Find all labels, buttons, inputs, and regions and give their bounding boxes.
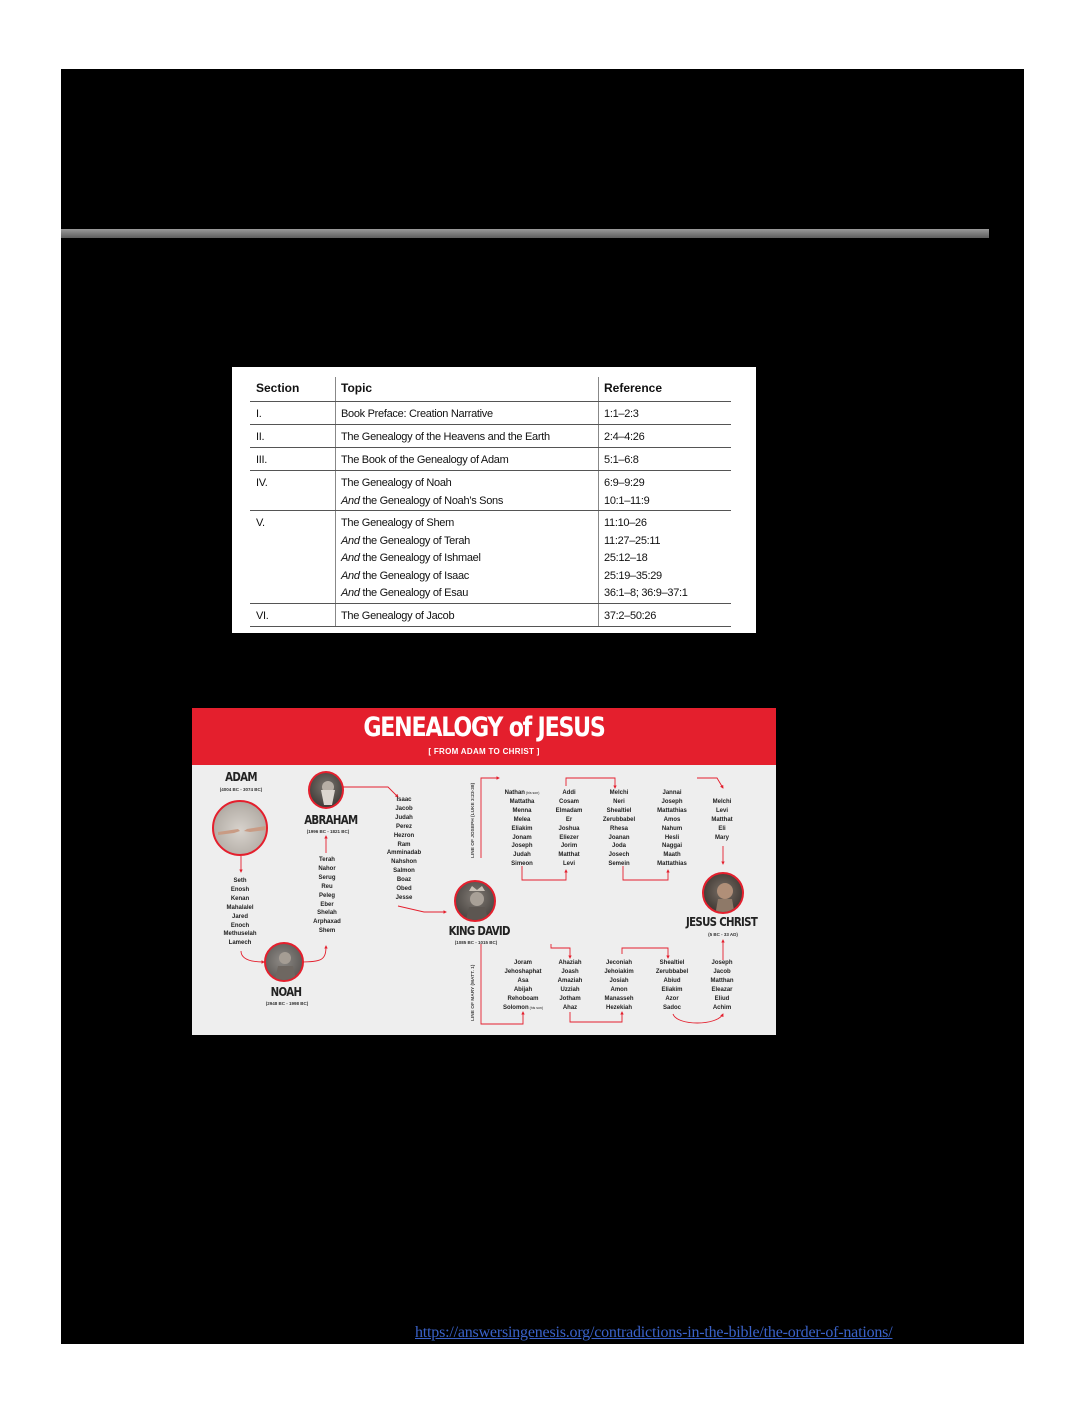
chart-subtitle: [ FROM ADAM TO CHRIST ] (428, 747, 540, 756)
ancestor-name: Josech (608, 852, 630, 859)
col-mary-4 (647, 959, 697, 1012)
ancestor-name: Seth (233, 878, 247, 884)
cell-topic (341, 475, 503, 510)
cell-section: I. (256, 408, 262, 420)
ancestor-name: Nahshon (391, 859, 417, 866)
ancestor-name: Eliud (714, 995, 730, 1002)
ancestor-name: Joseph (711, 960, 733, 966)
ancestor-name: Ahaziah (558, 960, 582, 966)
column-divider (335, 425, 336, 447)
arrow-to-noah (241, 951, 264, 962)
ancestor-name: Jehoshaphat (504, 968, 542, 975)
ancestor-name: Boaz (396, 877, 412, 884)
ancestor-name: Amon (610, 986, 628, 993)
ancestor-name: Joanan (608, 834, 630, 841)
topic-line: The Genealogy of Noah (341, 477, 452, 489)
ancestor-name: Addi (562, 790, 576, 796)
reference-line: 6:9–9:29 (604, 477, 645, 489)
node-noah-name: NOAH (270, 985, 302, 999)
ancestor-name: Reu (321, 883, 333, 890)
noah-portrait (264, 942, 304, 982)
ancestor-name: Joseph (511, 843, 533, 850)
ancestor-name: Nahor (318, 865, 336, 872)
col-mary-3 (596, 959, 642, 1012)
ancestor-name: Lamech (228, 940, 252, 947)
ancestor-name: Perez (395, 823, 412, 830)
column-divider (335, 604, 336, 626)
column-divider (598, 604, 599, 626)
node-abraham-name: ABRAHAM (304, 813, 358, 827)
column-divider (335, 511, 336, 603)
ancestor-name: Asa (517, 977, 529, 984)
cell-reference (604, 515, 688, 603)
abraham-portrait (308, 771, 344, 809)
cell-reference (604, 608, 656, 626)
ancestor-name: Uzziah (560, 986, 580, 993)
column-divider (335, 471, 336, 510)
ancestor-name: Mary (714, 834, 729, 841)
topic-line: And the Genealogy of Noah’s Sons (341, 494, 504, 507)
reference-line: 36:1–8; 36:9–37:1 (604, 587, 688, 599)
genesis-sections-table (232, 367, 756, 633)
cell-topic (341, 429, 550, 447)
ancestor-name: Melchi (609, 790, 629, 796)
col-mary-1 (497, 959, 549, 1012)
his-son-note: (his son) (528, 1005, 544, 1010)
topic-line: And the Genealogy of Esau (341, 587, 469, 599)
ancestor-name: Mattatha (509, 798, 535, 805)
node-king-david-dates: (1085 BC - 1015 BC) (454, 940, 498, 945)
reference-line: 11:10–26 (604, 517, 647, 529)
topic-line: The Genealogy of Jacob (341, 610, 455, 622)
ancestor-name: Josiah (609, 977, 629, 984)
column-divider (598, 402, 599, 424)
reference-line: 2:4–4:26 (604, 431, 645, 443)
ancestor-name: Elmadam (555, 807, 583, 814)
node-adam-name: ADAM (225, 770, 257, 784)
arrow-to-david (398, 906, 446, 912)
ancestor-name: Judah (395, 814, 413, 821)
ancestor-name: Abiud (663, 977, 681, 984)
col-mary-2 (549, 959, 591, 1012)
reference-line: 10:1–11:9 (604, 494, 650, 507)
arrow-mary-3 (570, 1012, 622, 1022)
arrow-joseph-3 (566, 778, 615, 788)
ancestor-name: Rhesa (609, 825, 628, 832)
ancestor-name: Cosam (558, 798, 579, 805)
column-divider (335, 402, 336, 424)
ancestor-name: Shealtiel (659, 960, 685, 966)
ancestor-name: Shem (318, 928, 336, 935)
ancestor-name: Jonam (512, 834, 532, 841)
ancestor-name: Melchi (712, 799, 732, 805)
ancestor-name: Amos (663, 816, 681, 823)
ancestor-name: Jotham (559, 995, 581, 1002)
arrow-mary-4 (622, 948, 668, 958)
table-row (250, 471, 731, 511)
topic-line: The Genealogy of the Heavens and the Earth (341, 431, 550, 443)
table-row (250, 604, 731, 627)
line-of-mary-label: LINE OF MARY (MATT. 1) (471, 964, 476, 1021)
gray-divider-rule (61, 229, 989, 238)
ancestor-name: Hezron (393, 832, 415, 839)
ancestor-name: Zerubbabel (602, 816, 636, 823)
table-row (250, 511, 731, 604)
cell-section: IV. (256, 477, 268, 489)
ancestor-name: Jesse (395, 894, 413, 901)
ancestor-name: Shelah (317, 910, 337, 917)
ancestor-name: Ram (397, 841, 411, 848)
line-of-joseph-label: LINE OF JOSEPH (LUKE 3:23-38) (471, 782, 476, 858)
ancestor-name: Ahaz (562, 1004, 578, 1011)
cell-reference (604, 452, 639, 470)
black-page-background (61, 69, 1024, 1344)
ancestor-name: Sadoc (662, 1004, 681, 1011)
node-jesus-christ-name: JESUS CHRIST (686, 915, 758, 929)
ancestor-name: Shealtiel (606, 807, 632, 814)
ancestor-name: Matthan (710, 977, 734, 984)
ancestor-name: Mattathias (657, 861, 687, 868)
ancestor-name: Enoch (230, 922, 250, 929)
ancestor-name: Nathan (his son) (504, 790, 540, 796)
ancestor-name: Jannai (662, 790, 682, 796)
cell-topic (341, 608, 454, 626)
ancestor-name: Levi (715, 807, 728, 814)
topic-line: The Genealogy of Shem (341, 517, 454, 529)
ancestor-name: Eliakim (511, 825, 533, 832)
ancestor-name: Joseph (661, 798, 683, 805)
ancestor-name: Naggai (661, 843, 682, 850)
ancestor-name: Amaziah (557, 977, 583, 984)
ancestor-name: Judah (513, 852, 531, 859)
table-header-row (250, 379, 731, 402)
ancestor-name: Kenan (230, 895, 250, 902)
ancestor-name: Abijah (513, 986, 533, 993)
ancestor-name: Enosh (230, 886, 250, 893)
table-row (250, 448, 731, 471)
ancestor-name: Jacob (713, 968, 731, 975)
ancestor-name: Terah (319, 857, 335, 863)
cell-topic (341, 452, 508, 470)
cell-topic (341, 515, 481, 603)
column-divider (598, 511, 599, 603)
col-abraham-to-david (380, 796, 428, 903)
ancestor-name: Jehoiakim (604, 968, 634, 975)
col-joseph-3 (595, 789, 643, 869)
ancestor-name: Rehoboam (507, 995, 539, 1002)
ancestor-name: Obed (396, 886, 412, 893)
node-king-david-name: KING DAVID (448, 924, 510, 938)
ancestor-name: Jared (231, 913, 248, 920)
arrow-joseph-5 (697, 778, 723, 788)
genealogy-of-jesus-chart (192, 708, 776, 1035)
column-divider (335, 448, 336, 470)
ancestor-name: Amminadab (386, 850, 422, 857)
king-david-portrait (454, 880, 496, 922)
reference-line: 11:27–25:11 (604, 534, 661, 547)
node-abraham-dates: (1996 BC - 1821 BC) (306, 829, 350, 834)
reference-line: 25:12–18 (604, 552, 648, 564)
ancestor-name: Eber (320, 901, 334, 908)
cell-section: III. (256, 454, 268, 466)
ancestor-name: Azor (665, 995, 679, 1002)
ancestor-name: Hesli (664, 834, 680, 841)
topic-line: The Book of the Genealogy of Adam (341, 454, 509, 466)
arrow-mary-5 (673, 1014, 723, 1023)
jesus-christ-portrait (702, 872, 744, 914)
his-son-note: (his son) (524, 791, 540, 795)
ancestor-name: Simeon (511, 861, 533, 868)
ancestor-name: Eliakim (661, 986, 683, 993)
ancestor-name: Matthat (558, 852, 580, 859)
node-noah-dates: (2948 BC - 1998 BC) (265, 1001, 309, 1006)
ancestor-name: Er (565, 816, 573, 823)
ancestor-name: Joda (611, 843, 626, 850)
reference-line: 5:1–6:8 (604, 454, 639, 466)
ancestor-name: Menna (512, 807, 532, 814)
arrow-mary-2 (551, 944, 570, 958)
col-mary-5 (702, 959, 742, 1012)
header-reference: Reference (604, 381, 663, 395)
col-joseph-4 (647, 789, 697, 869)
topic-line: And the Genealogy of Terah (341, 534, 471, 547)
reference-line: 37:2–50:26 (604, 610, 657, 622)
ancestor-name: Salmon (393, 868, 415, 875)
ancestor-name: Maath (663, 852, 681, 859)
ancestor-name: Methuselah (223, 931, 257, 938)
ancestor-name: Jorim (560, 843, 578, 850)
ancestor-name: Joram (513, 960, 532, 966)
ancestor-name: Zerubbabel (655, 968, 689, 975)
column-divider (598, 377, 599, 401)
topic-line: Book Preface: Creation Narrative (341, 408, 493, 420)
column-divider (598, 448, 599, 470)
ancestor-name: Eliezer (559, 834, 579, 841)
ancestor-name: Isaac (396, 797, 412, 803)
ancestor-name: Joshua (558, 825, 580, 832)
ancestor-name: Peleg (318, 892, 335, 899)
column-divider (598, 471, 599, 510)
col-adam-to-noah (214, 877, 266, 948)
cell-topic (341, 406, 493, 424)
cell-section: II. (256, 431, 265, 443)
ancestor-name: Joash (561, 968, 579, 975)
ancestor-name: Eli (718, 825, 726, 832)
ancestor-name: Manasseh (604, 995, 634, 1002)
ancestor-name: Jeconiah (605, 960, 632, 966)
col-joseph-2 (547, 789, 591, 869)
ancestor-name: Melea (513, 816, 531, 823)
table-row (250, 425, 731, 448)
adam-portrait (212, 800, 268, 856)
ancestor-name: Neri (613, 798, 625, 805)
column-divider (335, 377, 336, 401)
table-row (250, 402, 731, 425)
header-topic: Topic (341, 381, 373, 395)
arrow-joseph-1 (481, 778, 499, 858)
ancestor-name: Jacob (395, 805, 413, 812)
reference-line: 1:1–2:3 (604, 408, 639, 420)
col-noah-to-abraham (304, 856, 350, 936)
chart-title: GENEALOGY of JESUS (363, 712, 605, 743)
ancestor-name: Hezekiah (605, 1004, 632, 1011)
ancestor-name: Eleazar (711, 986, 733, 993)
cell-reference (604, 475, 649, 510)
ancestor-name: Serug (318, 874, 336, 881)
cell-reference (604, 406, 639, 424)
ancestor-name: Solomon (his son) (502, 1004, 544, 1011)
ancestor-name: Achim (712, 1004, 732, 1011)
ancestor-name: Semein (608, 861, 630, 868)
source-link[interactable]: https://answersingenesis.org/contradictions-in-the-bible/the-order-of-nations/ (415, 1324, 893, 1341)
cell-section: VI. (256, 610, 269, 622)
topic-line: And the Genealogy of Isaac (341, 569, 469, 582)
reference-line: 25:19–35:29 (604, 569, 662, 582)
node-jesus-christ-dates: (5 BC - 33 AD) (708, 932, 738, 937)
header-section: Section (256, 381, 300, 395)
ancestor-name: Levi (562, 861, 575, 868)
col-joseph-1 (498, 789, 546, 869)
ancestor-name: Mattathias (657, 807, 687, 814)
topic-line: And the Genealogy of Ishmael (341, 552, 481, 564)
cell-reference (604, 429, 644, 447)
col-joseph-5 (702, 798, 742, 843)
node-adam-dates: (4004 BC - 3074 BC) (219, 787, 263, 792)
column-divider (598, 425, 599, 447)
ancestor-name: Arphaxad (313, 919, 341, 926)
cell-section: V. (256, 517, 265, 529)
ancestor-name: Matthat (711, 816, 733, 823)
ancestor-name: Mahalalel (226, 904, 254, 911)
ancestor-name: Nahum (661, 825, 683, 832)
